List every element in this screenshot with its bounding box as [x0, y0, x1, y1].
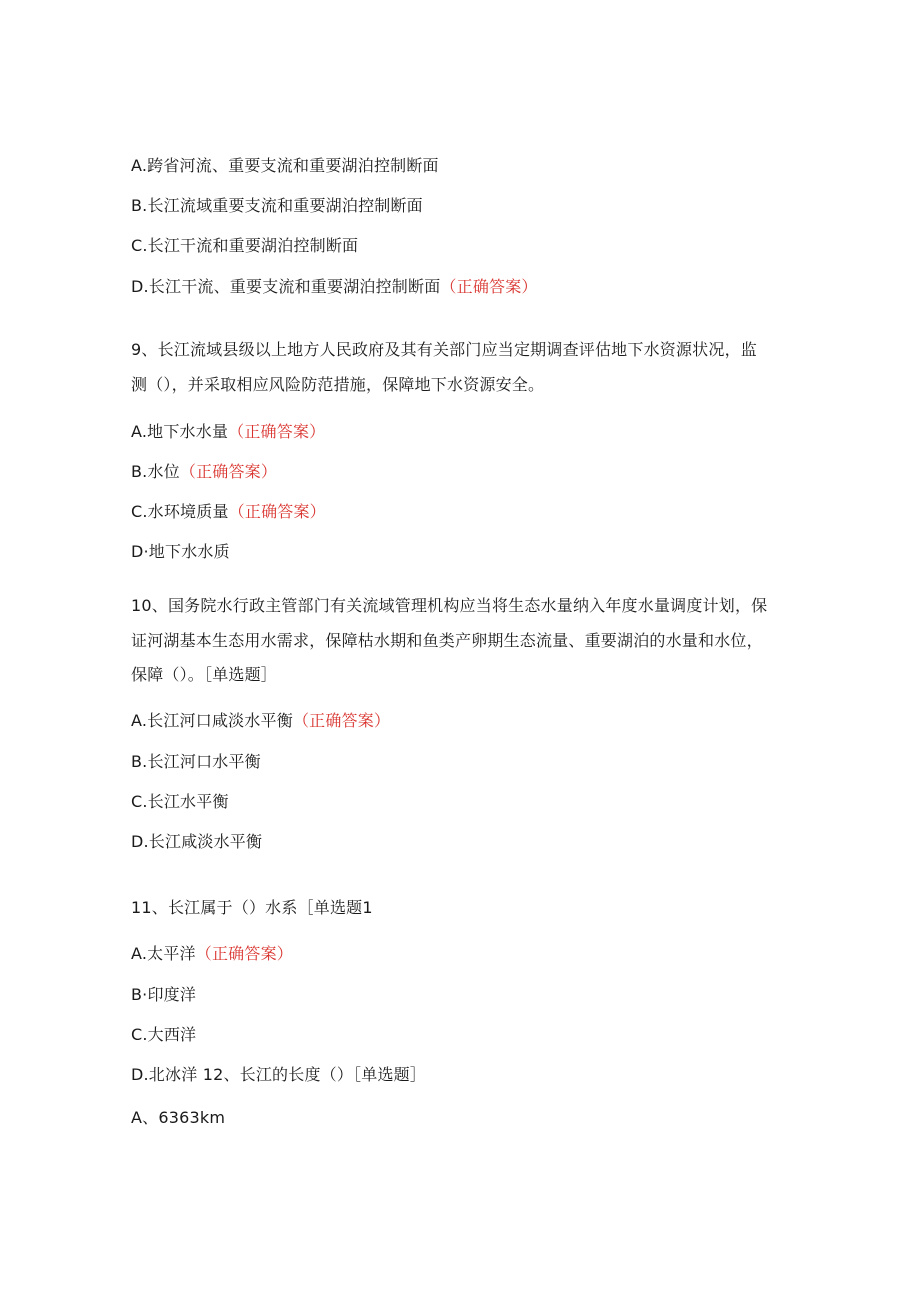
option-text: A.地下水水量	[131, 422, 229, 441]
q10-stem-line-1	[131, 596, 767, 616]
q11-option-c	[131, 1025, 196, 1045]
correct-answer-mark: （正确答案）	[440, 277, 538, 296]
correct-answer-mark: （正确答案）	[195, 944, 293, 963]
q9-option-c	[131, 502, 326, 522]
option-text: C.大西洋	[131, 1025, 197, 1044]
question-text: 保障（）。［单选题］	[131, 665, 278, 684]
question-text: 证河湖基本生态用水需求，保障枯水期和鱼类产卵期生态流量、重要湖泊的水量和水位，	[131, 631, 763, 650]
q10-stem-line-3	[131, 665, 277, 685]
option-text: B.水位	[131, 462, 180, 481]
question-text: 10、国务院水行政主管部门有关流域管理机构应当将生态水量纳入年度水量调度计划，保	[131, 596, 768, 615]
correct-answer-mark: （正确答案）	[292, 711, 391, 730]
q10-stem-line-2	[131, 631, 763, 651]
option-text: D.北冰洋 12、长江的长度（）［单选题］	[131, 1065, 427, 1084]
q10-option-b	[131, 752, 261, 772]
q11-option-b	[131, 985, 196, 1005]
option-text: B.长江流域重要支流和重要湖泊控制断面	[131, 196, 423, 215]
option-text: A.太平洋	[131, 944, 196, 963]
option-text: C.水环境质量	[131, 502, 229, 521]
q12-option-a	[131, 1108, 225, 1128]
q11-option-a	[131, 944, 293, 964]
option-text: D.长江干流、重要支流和重要湖泊控制断面	[131, 277, 441, 296]
q11-option-d	[131, 1065, 426, 1085]
q8-option-d	[131, 277, 538, 297]
option-text: A.跨省河流、重要支流和重要湖泊控制断面	[131, 156, 439, 175]
option-text: A.长江河口咸淡水平衡	[131, 711, 293, 730]
q9-option-a	[131, 422, 325, 442]
q10-option-d	[131, 832, 262, 852]
option-text: A、6363km	[131, 1108, 226, 1127]
q9-option-d	[131, 542, 230, 562]
q8-option-c	[131, 236, 358, 256]
option-text: D·地下水水质	[131, 542, 230, 561]
option-text: C.长江干流和重要湖泊控制断面	[131, 236, 359, 255]
q11-stem	[131, 898, 373, 918]
question-text: 9、长江流域县级以上地方人民政府及其有关部门应当定期调查评估地下水资源状况，监	[131, 340, 757, 359]
question-text: 测（），并采取相应风险防范措施，保障地下水资源安全。	[131, 375, 545, 394]
q10-option-a	[131, 711, 390, 731]
option-text: B.长江河口水平衡	[131, 752, 261, 771]
q10-option-c	[131, 792, 229, 812]
correct-answer-mark: （正确答案）	[228, 422, 326, 441]
option-text: D.长江咸淡水平衡	[131, 832, 263, 851]
option-text: B·印度洋	[131, 985, 197, 1004]
q9-option-b	[131, 462, 277, 482]
correct-answer-mark: （正确答案）	[179, 462, 278, 481]
question-text: 11、长江属于（）水系［单选题1	[131, 898, 373, 917]
q8-option-b	[131, 196, 423, 216]
correct-answer-mark: （正确答案）	[228, 502, 326, 521]
q9-stem-line-1	[131, 340, 757, 360]
q9-stem-line-2	[131, 375, 544, 395]
option-text: C.长江水平衡	[131, 792, 229, 811]
q8-option-a	[131, 156, 439, 176]
